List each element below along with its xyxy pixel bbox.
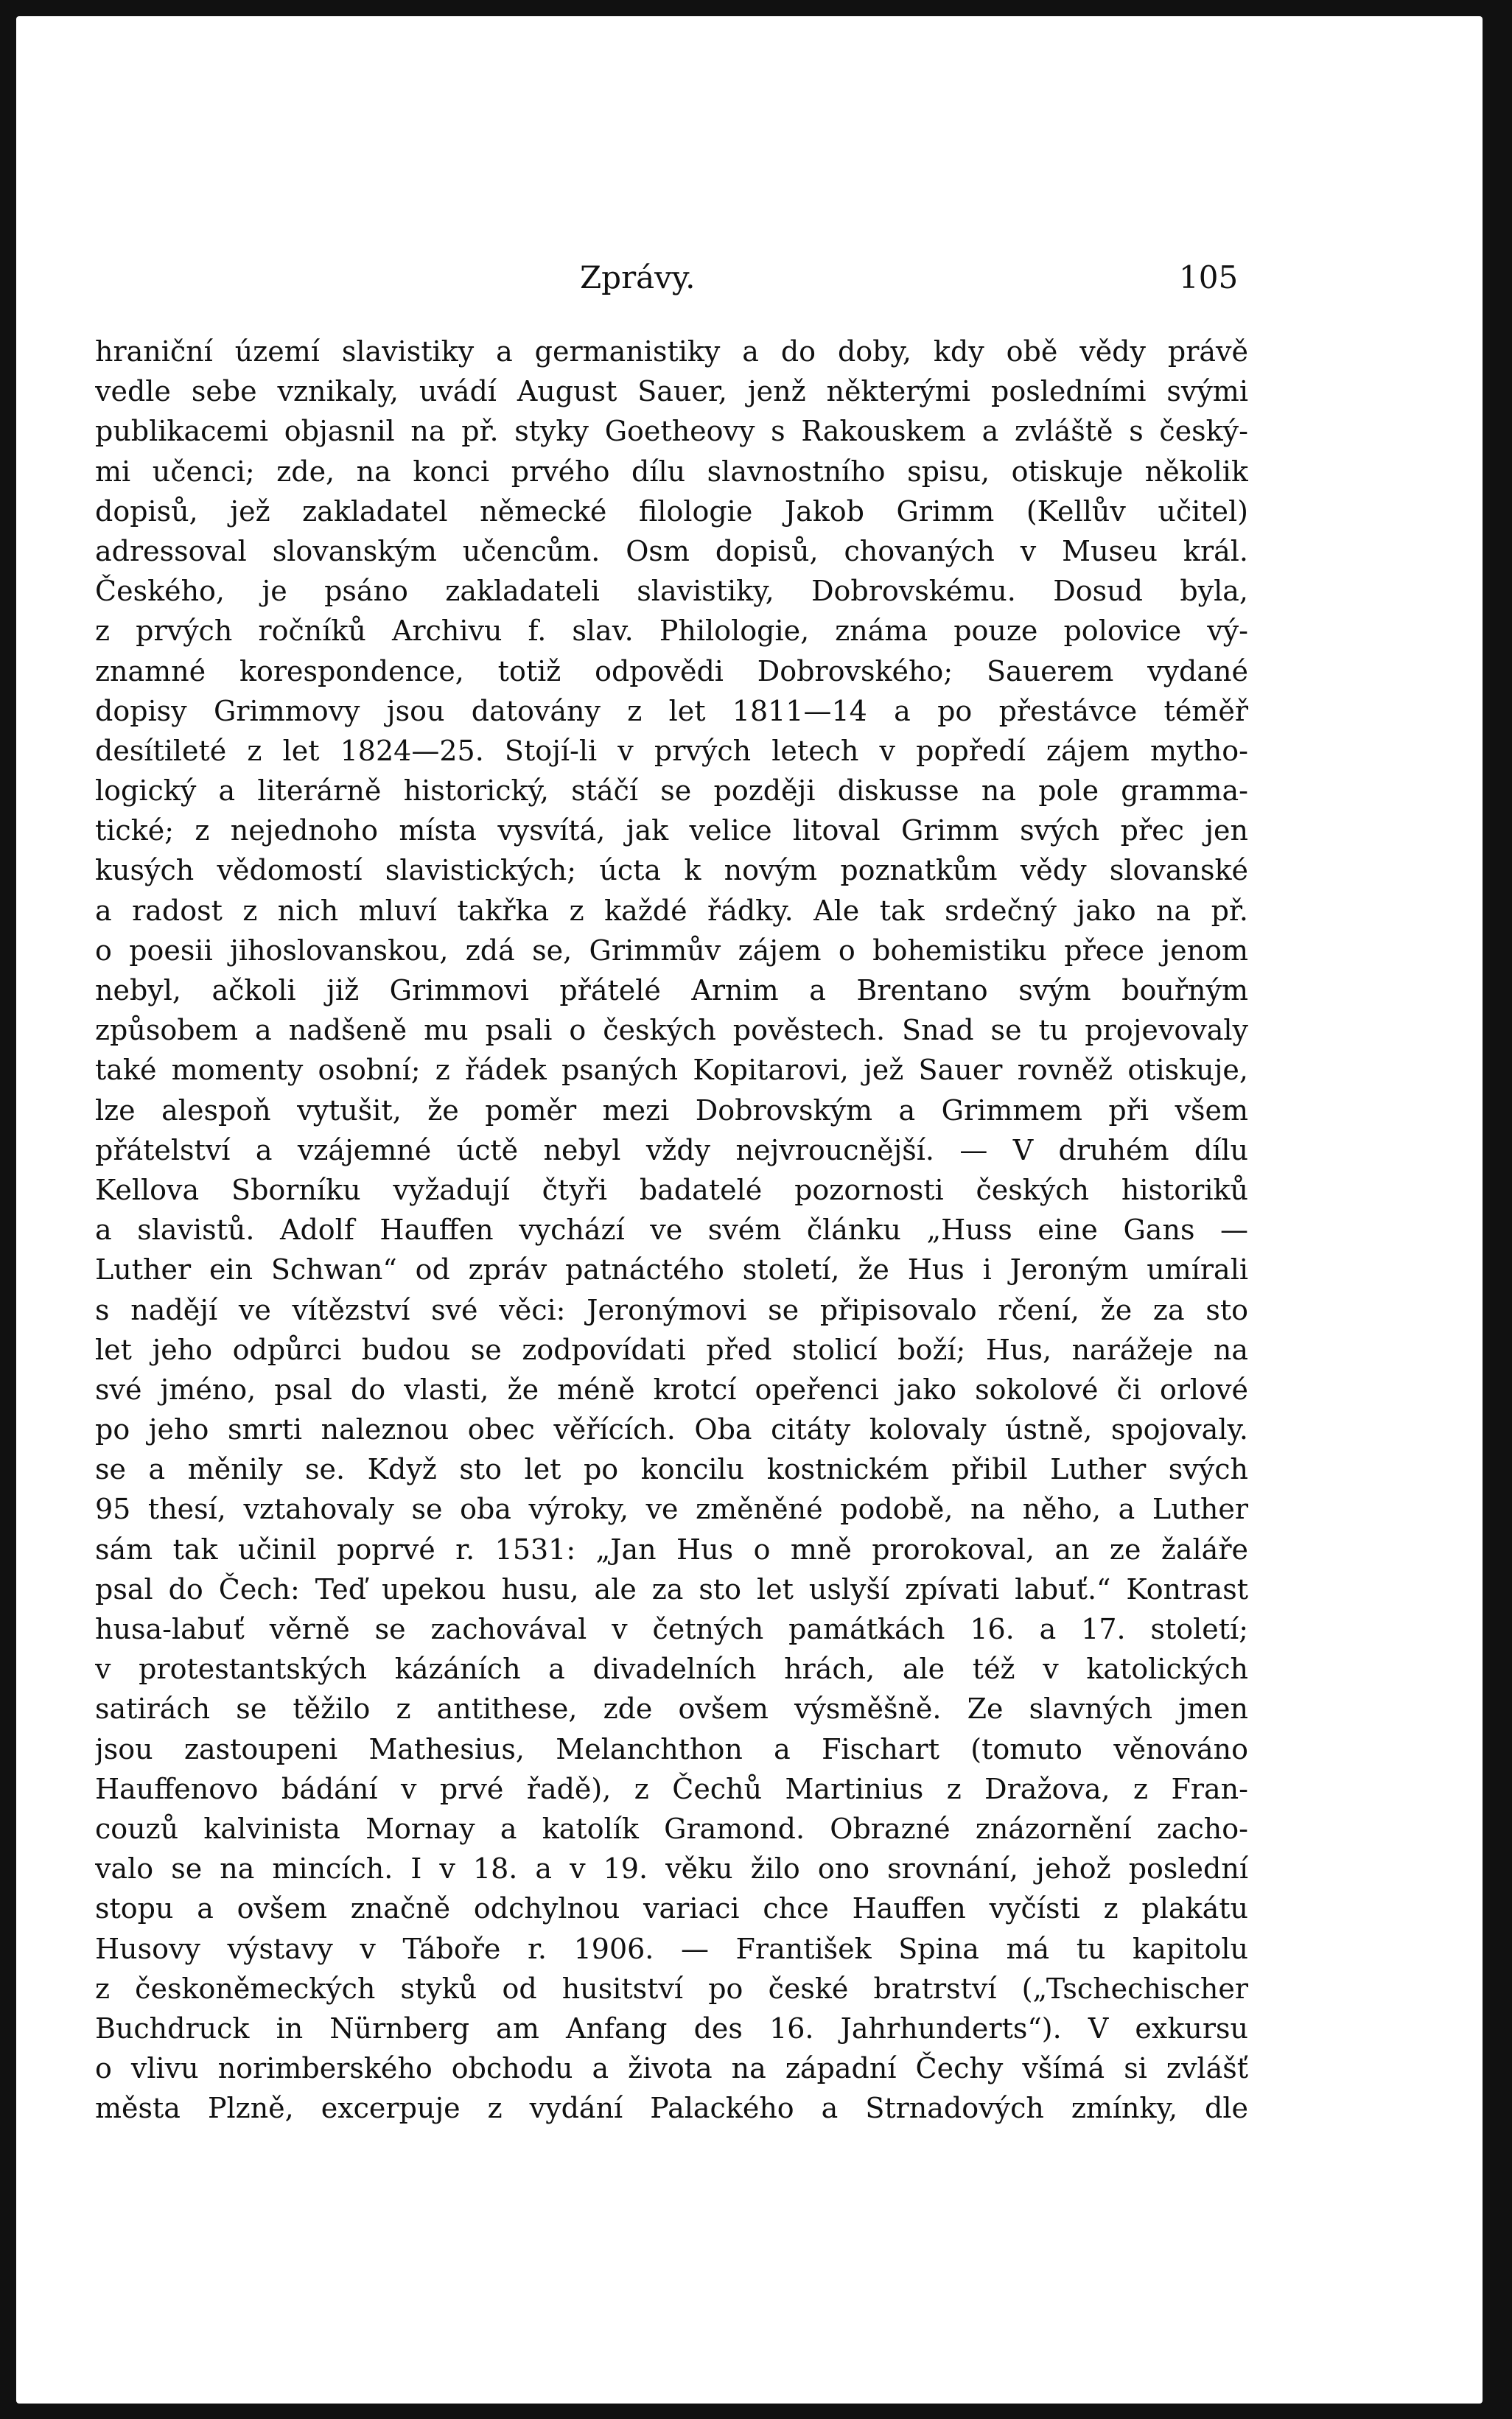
text-line: Hauffenovo bádání v prvé řadě), z Čechů Martinius z Dražova, z Fran-	[95, 1772, 1248, 1805]
text-line: přátelství a vzájemné úctě nebyl vždy nejvroucnější. — V druhém dílu	[95, 1133, 1248, 1166]
text-line: tické; z nejednoho místa vysvítá, jak velice litoval Grimm svých přec jen	[95, 814, 1248, 847]
text-line: o vlivu norimberského obchodu a života na západní Čechy všímá si zvlášť	[95, 2052, 1248, 2085]
text-line: lze alespoň vytušit, že poměr mezi Dobrovským a Grimmem při všem	[95, 1093, 1248, 1127]
text-line: znamné korespondence, totiž odpovědi Dobrovského; Sauerem vydané	[95, 654, 1248, 687]
text-line: hraniční území slavistiky a germanistiky a do doby, kdy obě vědy právě	[95, 335, 1248, 368]
running-title: Zprávy.	[580, 259, 696, 295]
body-text	[95, 332, 1248, 2128]
text-line: jsou zastoupeni Mathesius, Melanchthon a Fischart (tomuto věnováno	[95, 1732, 1248, 1765]
text-line: logický a literárně historický, stáčí se později diskusse na pole gramma-	[95, 774, 1248, 808]
text-line: stopu a ovšem značně odchylnou variaci chce Hauffen vyčísti z plakátu	[95, 1892, 1248, 1925]
text-line: z českoněmeckých styků od husitství po české bratrství („Tschechischer	[95, 1972, 1248, 2005]
text-line: kusých vědomostí slavistických; úcta k novým poznatkům vědy slovanské	[95, 854, 1248, 887]
text-line: let jeho odpůrci budou se zodpovídati před stolicí boží; Hus, narážeje na	[95, 1333, 1248, 1366]
text-line: Buchdruck in Nürnberg am Anfang des 16. Jahrhunderts“). V exkursu	[95, 2012, 1248, 2045]
text-line: své jméno, psal do vlasti, že méně krotcí opeřenci jako sokolové či orlové	[95, 1373, 1248, 1406]
text-line: desítileté z let 1824—25. Stojí-li v prvých letech v popředí zájem mytho-	[95, 734, 1248, 767]
text-line: valo se na mincích. I v 18. a v 19. věku žilo ono srovnání, jehož poslední	[95, 1852, 1248, 1886]
text-line: dopisů, jež zakladatel německé filologie Jakob Grimm (Kellův učitel)	[95, 494, 1248, 528]
text-line: psal do Čech: Teď upekou husu, ale za sto let uslyší zpívati labuť.“ Kontrast	[95, 1572, 1248, 1606]
text-line: také momenty osobní; z řádek psaných Kopitarovi, jež Sauer rovněž otiskuje,	[95, 1054, 1248, 1087]
text-line: se a měnily se. Když sto let po koncilu kostnickém přibil Luther svých	[95, 1453, 1248, 1486]
text-line: couzů kalvinista Mornay a katolík Gramond. Obrazné znázornění zacho-	[95, 1812, 1248, 1845]
text-line: mi učenci; zde, na konci prvého dílu slavnostního spisu, otiskuje několik	[95, 455, 1248, 488]
text-line: města Plzně, excerpuje z vydání Palackého a Strnadových zmínky, dle	[95, 2092, 1248, 2125]
text-line: satirách se těžilo z antithese, zde ovšem výsměšně. Ze slavných jmen	[95, 1692, 1248, 1726]
text-line: po jeho smrti naleznou obec věřících. Oba citáty kolovaly ústně, spojovaly.	[95, 1413, 1248, 1446]
text-line: adressoval slovanským učencům. Osm dopisů, chovaných v Museu král.	[95, 534, 1248, 567]
text-line: Luther ein Schwan“ od zpráv patnáctého století, že Hus i Jeroným umírali	[95, 1253, 1248, 1286]
text-line: vedle sebe vznikaly, uvádí August Sauer, jenž některými posledními svými	[95, 375, 1248, 408]
page-header	[16, 259, 1483, 304]
text-line: v protestantských kázáních a divadelních hrách, ale též v katolických	[95, 1653, 1248, 1686]
text-line: Českého, je psáno zakladateli slavistiky, Dobrovskému. Dosud byla,	[95, 575, 1248, 608]
text-line: Kellova Sborníku vyžadují čtyři badatelé pozornosti českých historiků	[95, 1173, 1248, 1206]
text-line: publikacemi objasnil na př. styky Goetheovy s Rakouskem a zvláště s český-	[95, 415, 1248, 448]
text-line: nebyl, ačkoli již Grimmovi přátelé Arnim a Brentano svým bouřným	[95, 974, 1248, 1007]
text-line: Husovy výstavy v Táboře r. 1906. — František Spina má tu kapitolu	[95, 1932, 1248, 1965]
text-line: způsobem a nadšeně mu psali o českých pověstech. Snad se tu projevovaly	[95, 1014, 1248, 1047]
text-line: s nadějí ve vítězství své věci: Jeronýmovi se připisovalo rčení, že za sto	[95, 1293, 1248, 1326]
text-line: a radost z nich mluví takřka z každé řádky. Ale tak srdečný jako na př.	[95, 894, 1248, 927]
text-line: dopisy Grimmovy jsou datovány z let 1811—14 a po přestávce téměř	[95, 694, 1248, 727]
text-line: a slavistů. Adolf Hauffen vychází ve svém článku „Huss eine Gans —	[95, 1214, 1248, 1247]
book-page	[16, 16, 1483, 2404]
text-line: o poesii jihoslovanskou, zdá se, Grimmův zájem o bohemistiku přece jenom	[95, 934, 1248, 967]
text-line: sám tak učinil poprvé r. 1531: „Jan Hus o mně prorokoval, an ze žaláře	[95, 1533, 1248, 1566]
text-line: 95 thesí, vztahovaly se oba výroky, ve změněné podobě, na něho, a Luther	[95, 1493, 1248, 1526]
text-line: z prvých ročníků Archivu f. slav. Philologie, známa pouze polovice vý-	[95, 615, 1248, 648]
text-line: husa-labuť věrně se zachovával v četných památkách 16. a 17. století;	[95, 1613, 1248, 1645]
page-number: 105	[1179, 259, 1239, 295]
